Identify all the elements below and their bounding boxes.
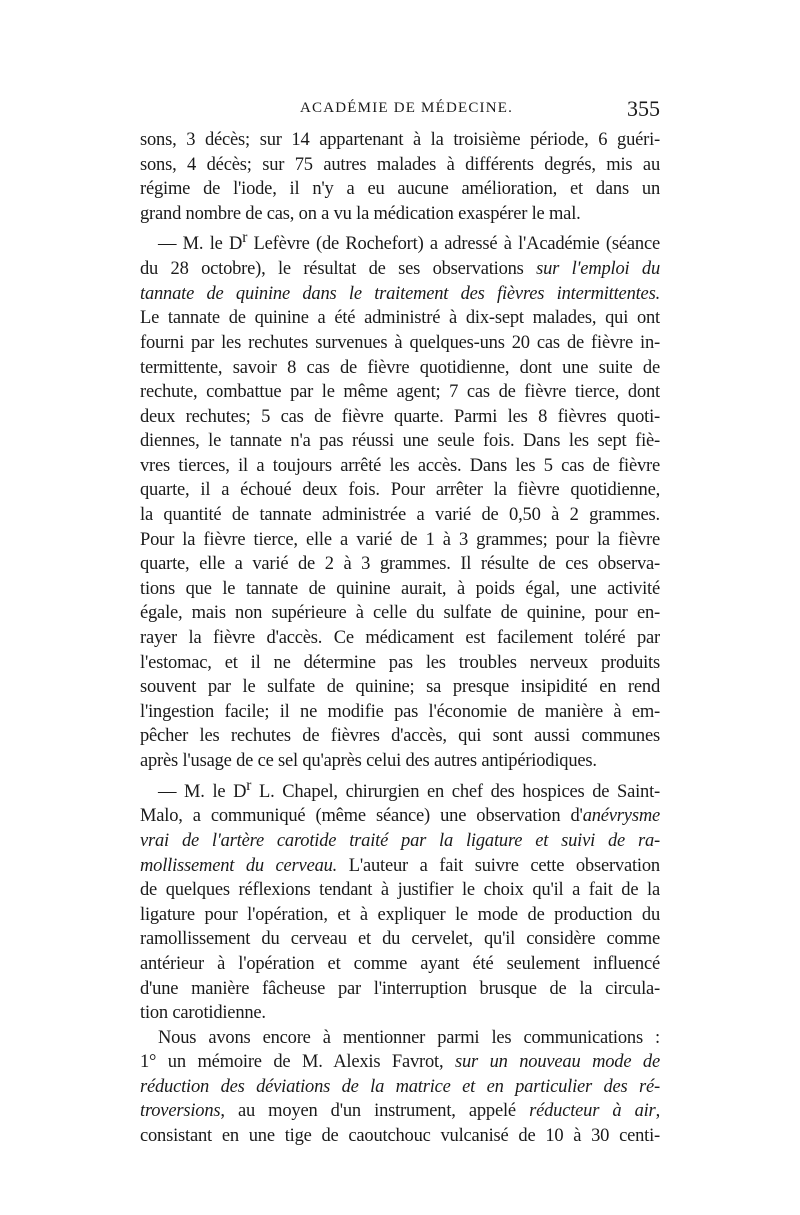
text-line: après l'usage de ce sel qu'après celui des autres antipériodiques. <box>140 751 597 771</box>
text-line: la quantité de tannate administrée a varié de 0,50 à 2 grammes. <box>140 505 660 526</box>
text-line: tannate de quinine dans le traitement des fièvres intermittentes. <box>140 283 660 304</box>
text-line: Pour la fièvre tierce, elle a varié de 1 à 3 grammes; pour la fièvre <box>140 529 660 550</box>
text-line: mollissement du cerveau. L'auteur a fait suivre cette observation <box>140 855 660 876</box>
text-line: l'estomac, et il ne détermine pas les troubles nerveux produits <box>140 652 660 673</box>
page-header <box>140 96 660 126</box>
text-line: diennes, le tannate n'a pas réussi une seule fois. Dans les sept fiè- <box>140 431 660 452</box>
text-line: du 28 octobre), le résultat de ses observations sur l'emploi du <box>140 259 660 280</box>
text-line: grand nombre de cas, on a vu la médication exaspérer le mal. <box>140 203 581 224</box>
text-line: vrai de l'artère carotide traité par la ligature et suivi de ra- <box>140 830 660 851</box>
text-line: quarte, il a échoué deux fois. Pour arrêter la fièvre quotidienne, <box>140 480 660 501</box>
text-line: souvent par le sulfate de quinine; sa presque insipidité en rend <box>140 677 660 698</box>
text-line: quarte, elle a varié de 2 à 3 grammes. Il résulte de ces observa- <box>140 554 660 575</box>
text-line: troversions, au moyen d'un instrument, appelé réducteur à air, <box>140 1101 660 1122</box>
text-line: consistant en une tige de caoutchouc vulcanisé de 10 à 30 centi- <box>140 1126 660 1147</box>
text-line: deux rechutes; 5 cas de fièvre quarte. Parmi les 8 fièvres quoti- <box>140 406 660 427</box>
text-line: tion carotidienne. <box>140 1003 266 1024</box>
text-line: égale, mais non supérieure à celle du sulfate de quinine, pour en- <box>140 603 660 624</box>
text-line: termittente, savoir 8 cas de fièvre quotidienne, dont une suite de <box>140 357 660 378</box>
text-line: d'une manière fâcheuse par l'interruption brusque de la circula- <box>140 978 660 999</box>
text-line: Le tannate de quinine a été administré à dix-sept malades, qui ont <box>140 308 660 329</box>
text-line: sons, 4 décès; sur 75 autres malades à différents degrés, mis au <box>140 154 660 175</box>
text-line: pêcher les rechutes de fièvres d'accès, qui sont aussi communes <box>140 726 660 747</box>
text-line: ramollissement du cerveau et du cervelet, qu'il considère comme <box>140 929 660 950</box>
text-line: tions que le tannate de quinine aurait, à poids égal, une activité <box>140 578 660 599</box>
body-text <box>140 128 660 1149</box>
text-line: rechute, combattue par le même agent; 7 cas de fièvre tierce, dont <box>140 382 660 403</box>
text-line: 1° un mémoire de M. Alexis Favrot, sur un nouveau mode de <box>140 1052 660 1073</box>
running-title: ACADÉMIE DE MÉDECINE. <box>300 100 514 116</box>
text-line: l'ingestion facile; il ne modifie pas l'économie de manière à em- <box>140 701 660 722</box>
text-line: sons, 3 décès; sur 14 appartenant à la troisième période, 6 guéri- <box>140 130 660 150</box>
text-line: rayer la fièvre d'accès. Ce médicament est facilement toléré par <box>140 628 660 649</box>
text-line: ligature pour l'opération, et à expliquer le mode de production du <box>140 904 660 925</box>
text-line: régime de l'iode, il n'y a eu aucune amélioration, et dans un <box>140 179 660 200</box>
page-number: 355 <box>627 96 660 121</box>
text-line: de quelques réflexions tendant à justifier le choix qu'il a fait de la <box>140 880 660 901</box>
text-line: — M. le $D^r$ Lefèvre (de Rochefort) a adressé à l'Académie (séance <box>158 229 660 255</box>
text-line: vres tierces, il a toujours arrêté les accès. Dans les 5 cas de fièvre <box>140 455 660 476</box>
text-line: réduction des déviations de la matrice et en particulier des ré- <box>140 1076 660 1097</box>
text-line: antérieur à l'opération et comme ayant été seulement influencé <box>140 953 660 974</box>
text-line: Malo, a communiqué (même séance) une observation d'anévrysme <box>140 806 660 827</box>
text-line: fourni par les rechutes survenues à quelques-uns 20 cas de fièvre in- <box>140 332 660 353</box>
text-line: — M. le $D^r$ L. Chapel, chirurgien en chef des hospices de Saint- <box>158 776 660 802</box>
text-line: Nous avons encore à mentionner parmi les communications : <box>158 1027 660 1048</box>
